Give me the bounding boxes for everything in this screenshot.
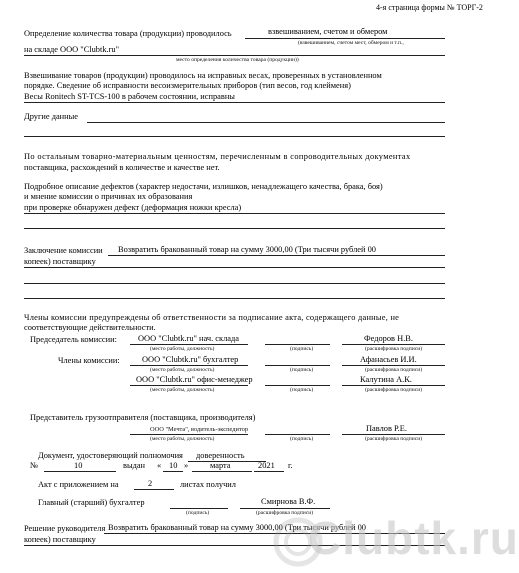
divider bbox=[265, 385, 330, 386]
document-label: Документ, удостоверяющий полномочия bbox=[38, 451, 183, 460]
divider bbox=[254, 471, 284, 472]
divider bbox=[130, 365, 248, 366]
divider bbox=[44, 471, 116, 472]
place-label: Определение количества товара (продукции) проводилось bbox=[24, 29, 232, 38]
document-day: 10 bbox=[169, 461, 178, 470]
place-hint: (взвешиванием, счетом мест, обмером и т.п., bbox=[298, 40, 404, 46]
divider bbox=[134, 489, 174, 490]
weighing-line-3: Весы Ronitech ST-TCS-100 в рабочем состоянии, исправны bbox=[24, 92, 235, 101]
appendix-count: 2 bbox=[148, 479, 153, 488]
member-2-position: ООО "Clubtk.ru" офис-менеджер bbox=[136, 375, 253, 384]
divider bbox=[24, 136, 445, 137]
chair-hint-decoding: (расшифровка подписи) bbox=[365, 346, 423, 352]
conclusion-label: Заключение комиссии bbox=[24, 246, 103, 255]
member-2-hint-position: (место работы, должность) bbox=[150, 387, 215, 393]
member-2-name: Калутина А.К. bbox=[360, 375, 412, 384]
document-year-suffix: г. bbox=[288, 461, 293, 470]
chair-label: Председатель комиссии: bbox=[30, 335, 117, 344]
document-year: 2021 bbox=[258, 461, 275, 470]
warning-line-1: Члены комиссии предупреждены об ответственности за подписание акта, содержащего данные, не bbox=[24, 313, 400, 322]
discrepancy-line-1: По остальным товарно-материальным ценностям, перечисленным в сопроводительных документах bbox=[24, 152, 411, 161]
divider bbox=[24, 283, 445, 284]
member-1-hint-decoding: (расшифровка подписи) bbox=[365, 367, 423, 373]
divider bbox=[24, 298, 445, 299]
divider bbox=[192, 471, 252, 472]
warehouse-label: на складе ООО "Clubtk.ru" bbox=[24, 45, 119, 54]
divider bbox=[24, 102, 445, 103]
decision-value-2: копеек) поставщику bbox=[24, 535, 96, 544]
document-quote-close: » bbox=[184, 461, 189, 470]
divider bbox=[130, 344, 248, 345]
document-no-label: № bbox=[30, 461, 38, 470]
place-value: взвешиванием, счетом и обмером bbox=[268, 27, 388, 36]
members-label: Члены комиссии: bbox=[58, 356, 120, 365]
chair-position: ООО "Clubtk.ru" нач. склада bbox=[138, 334, 239, 343]
defects-line-2: и мнение комиссии о причинах их образования bbox=[24, 192, 193, 201]
defects-line-1: Подробное описание дефектов (характер недостачи, излишков, ненадлежащего качества, брака, боя) bbox=[24, 182, 383, 191]
member-1-position: ООО "Clubtk.ru" бухгалтер bbox=[142, 355, 239, 364]
conclusion-value-2: копеек) поставщику bbox=[24, 257, 96, 266]
accountant-label: Главный (старший) бухгалтер bbox=[38, 498, 145, 507]
divider bbox=[240, 508, 330, 509]
other-label: Другие данные bbox=[24, 112, 78, 121]
document-number: 10 bbox=[74, 461, 83, 470]
divider bbox=[245, 38, 445, 39]
shipper-name: Павлов Р.Е. bbox=[366, 424, 407, 433]
divider bbox=[24, 55, 445, 56]
document-value: доверенность bbox=[196, 451, 245, 460]
chair-hint-signature: (подпись) bbox=[290, 346, 314, 352]
divider bbox=[265, 434, 330, 435]
divider bbox=[342, 344, 445, 345]
divider bbox=[130, 385, 248, 386]
warehouse-hint: место определения количества товара (продукции)) bbox=[176, 57, 299, 63]
accountant-name: Смирнова В.Ф. bbox=[261, 497, 316, 506]
shipper-position: ООО "Мечта", водитель-экспедитор bbox=[150, 426, 249, 433]
defects-line-3: при проверке обнаружен дефект (деформация ножки кресла) bbox=[24, 203, 242, 212]
divider bbox=[24, 267, 445, 268]
discrepancy-line-2: поставщика, расхождений в количестве и качестве нет. bbox=[24, 163, 220, 172]
shipper-hint-decoding: (расшифровка подписи) bbox=[365, 436, 423, 442]
divider bbox=[342, 365, 445, 366]
accountant-hint-decoding: (расшифровка подписи) bbox=[256, 510, 314, 516]
divider bbox=[163, 471, 183, 472]
member-1-hint-position: (место работы, должность) bbox=[150, 367, 215, 373]
shipper-hint-signature: (подпись) bbox=[290, 436, 314, 442]
decision-value-1: Возвратить бракованный товар на сумму 3000,00 (Три тысячи рублей 00 bbox=[108, 523, 366, 532]
decision-label: Решение руководителя bbox=[24, 524, 106, 533]
member-2-hint-decoding: (расшифровка подписи) bbox=[365, 387, 423, 393]
member-1-name: Афанасьев И.И. bbox=[360, 355, 417, 364]
divider bbox=[342, 385, 445, 386]
document-quote-open: « bbox=[157, 461, 162, 470]
member-2-hint-signature: (подпись) bbox=[290, 387, 314, 393]
chair-hint-position: (место работы, должность) bbox=[150, 346, 215, 352]
divider bbox=[265, 344, 330, 345]
page-label: 4-я страница формы № ТОРГ-2 bbox=[376, 3, 483, 12]
shipper-label: Представитель грузоотправителя (поставщика, производителя) bbox=[30, 413, 256, 422]
chair-name: Федоров Н.В. bbox=[364, 334, 413, 343]
divider bbox=[342, 434, 445, 435]
divider bbox=[24, 213, 445, 214]
weighing-line-2: порядке. Сведение об исправности весоизмерительных приборов (тип весов, год клейменя) bbox=[24, 81, 351, 90]
divider bbox=[130, 434, 248, 435]
divider bbox=[24, 228, 445, 229]
accountant-hint-signature: (подпись) bbox=[186, 510, 210, 516]
appendix-label: Акт с приложением на bbox=[38, 480, 119, 489]
weighing-line-1: Взвешивание товаров (продукции) проводилось на исправных весах, проверенных в установленном bbox=[24, 71, 382, 80]
appendix-suffix: листах получил bbox=[180, 480, 236, 489]
divider bbox=[265, 365, 330, 366]
divider bbox=[170, 508, 228, 509]
member-1-hint-signature: (подпись) bbox=[290, 367, 314, 373]
conclusion-value-1: Возвратить бракованный товар на сумму 3000,00 (Три тысячи рублей 00 bbox=[118, 245, 376, 254]
warning-line-2: соответствующие действительности. bbox=[24, 323, 156, 332]
divider bbox=[87, 122, 445, 123]
document-issued-label: выдан bbox=[123, 461, 146, 470]
shipper-hint-position: (место работы, должность) bbox=[150, 436, 215, 442]
divider bbox=[108, 255, 445, 256]
watermark-text: Clubtk.ru bbox=[308, 512, 519, 564]
document-month: марта bbox=[210, 461, 231, 470]
